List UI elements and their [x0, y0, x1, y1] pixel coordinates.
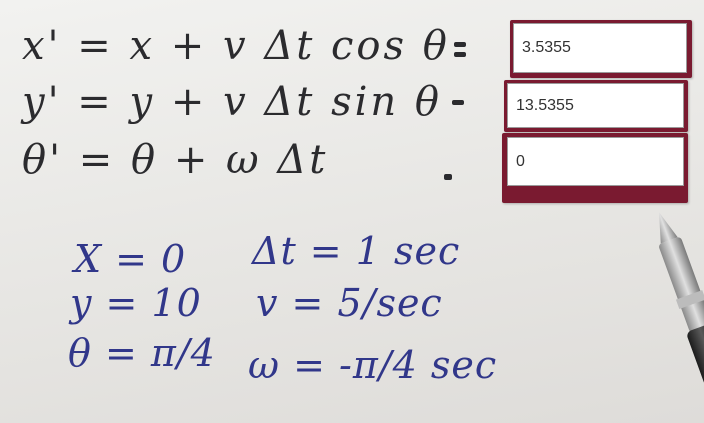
equation-x-lhs: x' [22, 23, 62, 69]
equation-x-rhs: x + v Δt cos θ [129, 23, 450, 69]
equation-theta: θ' = θ + ω Δt [22, 137, 329, 183]
given-omega: ω = -π/4 sec [248, 343, 498, 387]
pen-tip [651, 209, 678, 243]
result-theta-field[interactable]: 0 [507, 137, 684, 186]
equation-theta-lhs: θ' [22, 137, 64, 183]
result-x-field[interactable]: 3.5355 [513, 23, 687, 73]
equation-theta-rhs: θ + ω Δt [131, 137, 329, 183]
pen-body [686, 321, 704, 423]
equation-y-lhs: y' [22, 79, 62, 125]
given-dt: Δt = 1 sec [252, 229, 461, 273]
pen-grip [658, 236, 704, 333]
equation-y-rhs: y + v Δt sin θ [129, 79, 442, 125]
equation-y: y' = y + v Δt sin θ [22, 79, 442, 125]
given-x: X = 0 [74, 237, 187, 281]
given-theta: θ = π/4 [68, 331, 216, 375]
given-y: y = 10 [70, 281, 202, 325]
given-v: v = 5/sec [256, 281, 443, 325]
result-y-field[interactable]: 13.5355 [507, 83, 684, 128]
equation-x: x' = x + v Δt cos θ [22, 23, 450, 69]
